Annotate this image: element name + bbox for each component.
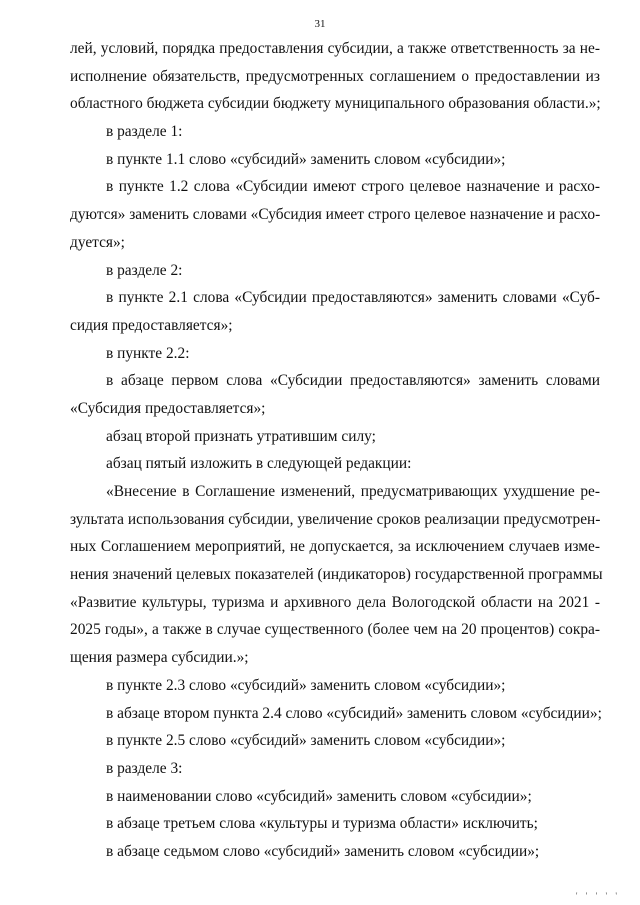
text-line: дуется»; [70, 233, 125, 251]
text-line: ных Соглашением мероприятий, не допускается, за исключением случаев изме- [70, 538, 600, 556]
text-line: сидия предоставляется»; [70, 316, 233, 334]
text-line: дуются» заменить словами «Субсидия имеет строго целевое назначение и расхо- [70, 206, 601, 224]
text-line: в пункте 2.2: [106, 344, 190, 362]
text-line: абзац пятый изложить в следующей редакции: [106, 455, 412, 473]
text-line: 2025 годы», а также в случае существенного (более чем на 20 процентов) сокра- [70, 621, 600, 639]
text-line: в наименовании слово «субсидий» заменить словом «субсидии»; [106, 787, 532, 805]
text-line: «Развитие культуры, туризма и архивного дела Вологодской области на 2021 - [70, 593, 600, 611]
text-line: областного бюджета субсидии бюджету муниципального образования области.»; [70, 95, 601, 113]
text-line: щения размера субсидии.»; [70, 649, 249, 667]
text-line: в абзаце втором пункта 2.4 слово «субсидий» заменить словом «субсидии»; [106, 704, 602, 722]
text-line: лей, условий, порядка предоставления субсидии, а также ответственность за не- [70, 40, 600, 57]
scan-artifacts: ' ' ' ' ' [575, 891, 620, 901]
text-line: в пункте 2.1 слова «Субсидии предоставляются» заменить словами «Суб- [106, 289, 600, 307]
text-line: в разделе 2: [106, 261, 183, 279]
text-line: в пункте 2.5 слово «субсидий» заменить словом «субсидии»; [106, 732, 506, 750]
text-line: в пункте 2.3 слово «субсидий» заменить словом «субсидии»; [106, 676, 506, 694]
text-line: в разделе 1: [106, 123, 183, 141]
text-line: в пункте 1.1 слово «субсидий» заменить словом «субсидии»; [106, 150, 506, 168]
text-line: исполнение обязательств, предусмотренных соглашением о предоставлении из [70, 67, 600, 85]
text-line: «Субсидия предоставляется»; [70, 399, 266, 417]
text-line: «Внесение в Соглашение изменений, предусматривающих ухудшение ре- [106, 483, 600, 500]
document-body [70, 35, 603, 866]
text-line: в пункте 1.2 слова «Субсидии имеют строго целевое назначение и расхо- [106, 178, 600, 196]
page-number: 31 [314, 18, 326, 30]
text-line: в абзаце седьмом слово «субсидий» заменить словом «субсидии»; [106, 842, 540, 860]
text-line: абзац второй признать утратившим силу; [106, 427, 376, 445]
text-line: зультата использования субсидии, увеличение сроков реализации предусмотрен- [70, 510, 601, 528]
text-line: в абзаце третьем слова «культуры и туризма области» исключить; [106, 815, 538, 833]
text-line: в разделе 3: [106, 759, 183, 777]
text-line: нения значений целевых показателей (индикаторов) государственной программы [70, 566, 603, 584]
text-line: в абзаце первом слова «Субсидии предоставляются» заменить словами [106, 372, 600, 390]
